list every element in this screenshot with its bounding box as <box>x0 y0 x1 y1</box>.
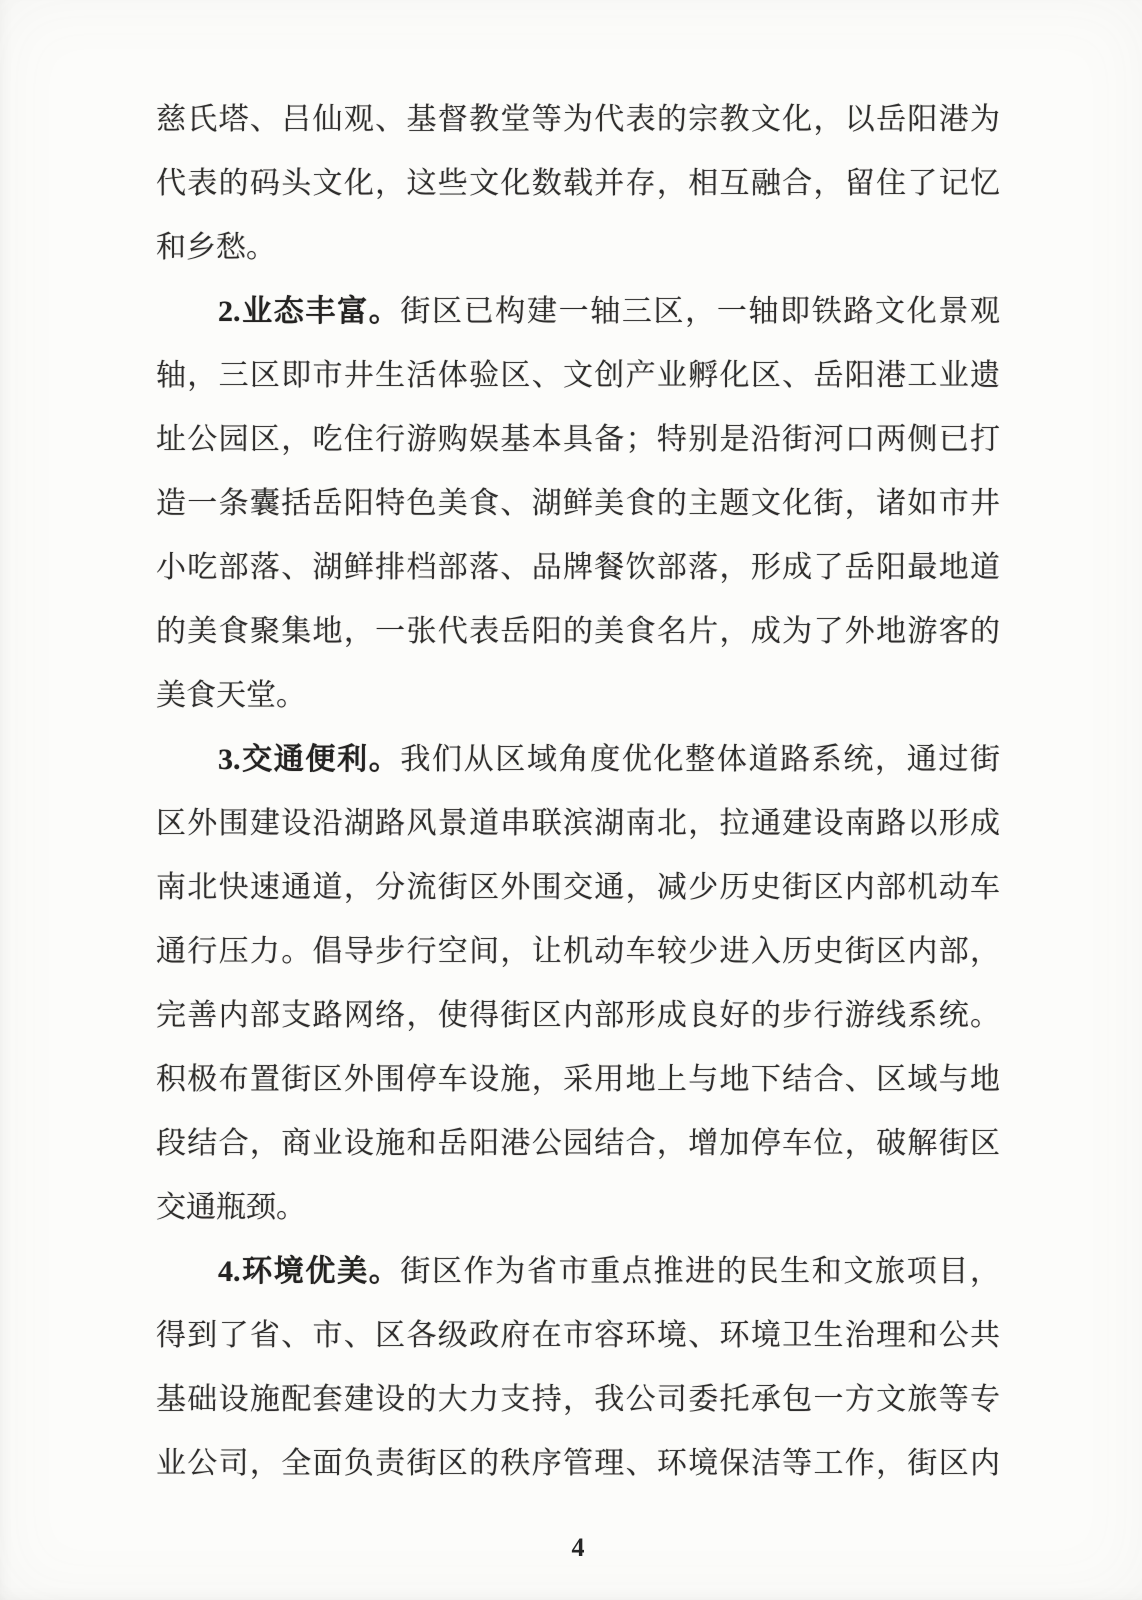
line-text: 段结合，商业设施和岳阳港公园结合，增加停车位，破解街区 <box>156 1127 1000 1160</box>
line-text: 代表的码头文化，这些文化数载并存，相互融合，留住了记忆 <box>156 167 1000 200</box>
text-line <box>156 856 1000 920</box>
line-text: 造一条囊括岳阳特色美食、湖鲜美食的主题文化街，诸如市井 <box>156 487 1000 520</box>
text-line <box>156 792 1000 856</box>
text-line <box>156 472 1000 536</box>
line-text: 南北快速通道，分流街区外围交通，减少历史街区内部机动车 <box>156 871 1000 904</box>
line-text: 址公园区，吃住行游购娱基本具备；特别是沿街河口两侧已打 <box>156 423 1000 456</box>
paragraph-heading: 4.环境优美。 <box>218 1255 401 1288</box>
text-line <box>156 600 1000 664</box>
line-text: 业公司，全面负责街区的秩序管理、环境保洁等工作，街区内 <box>156 1447 1000 1480</box>
line-text: 美食天堂。 <box>156 679 306 712</box>
text-line <box>156 1432 1000 1496</box>
line-text: 积极布置街区外围停车设施，采用地上与地下结合、区域与地 <box>156 1063 1000 1096</box>
line-text: 街区已构建一轴三区，一轴即铁路文化景观 <box>400 295 1000 328</box>
text-line <box>156 408 1000 472</box>
line-text: 交通瓶颈。 <box>156 1191 306 1224</box>
page-number: 4 <box>571 1533 585 1562</box>
text-line <box>156 1048 1000 1112</box>
line-text: 完善内部支路网络，使得街区内部形成良好的步行游线系统。 <box>156 999 1000 1032</box>
line-text: 慈氏塔、吕仙观、基督教堂等为代表的宗教文化，以岳阳港为 <box>156 103 1000 136</box>
line-text: 基础设施配套建设的大力支持，我公司委托承包一方文旅等专 <box>156 1383 1000 1416</box>
text-line <box>156 1176 1000 1240</box>
text-line <box>156 920 1000 984</box>
text-line <box>156 728 1000 792</box>
text-line <box>156 1368 1000 1432</box>
line-text: 和乡愁。 <box>156 231 276 264</box>
line-text: 我们从区域角度优化整体道路系统，通过街 <box>400 743 1000 776</box>
text-line <box>156 1240 1000 1304</box>
line-text: 街区作为省市重点推进的民生和文旅项目， <box>400 1255 1000 1288</box>
paragraph-heading: 2.业态丰富。 <box>218 295 401 328</box>
text-line <box>156 984 1000 1048</box>
line-text: 的美食聚集地，一张代表岳阳的美食名片，成为了外地游客的 <box>156 615 1000 648</box>
paragraph-heading: 3.交通便利。 <box>218 743 401 776</box>
line-text: 通行压力。倡导步行空间，让机动车较少进入历史街区内部， <box>156 935 1000 968</box>
line-text: 小吃部落、湖鲜排档部落、品牌餐饮部落，形成了岳阳最地道 <box>156 551 1000 584</box>
text-line <box>156 1304 1000 1368</box>
line-text: 区外围建设沿湖路风景道串联滨湖南北，拉通建设南路以形成 <box>156 807 1000 840</box>
text-line <box>156 536 1000 600</box>
text-line <box>156 344 1000 408</box>
page-text-block <box>156 88 1000 1496</box>
text-line <box>156 664 1000 728</box>
text-line <box>156 88 1000 152</box>
text-line <box>156 280 1000 344</box>
text-line <box>156 152 1000 216</box>
text-line <box>156 216 1000 280</box>
line-text: 轴，三区即市井生活体验区、文创产业孵化区、岳阳港工业遗 <box>156 359 1000 392</box>
line-text: 得到了省、市、区各级政府在市容环境、环境卫生治理和公共 <box>156 1319 1000 1352</box>
text-line <box>156 1112 1000 1176</box>
